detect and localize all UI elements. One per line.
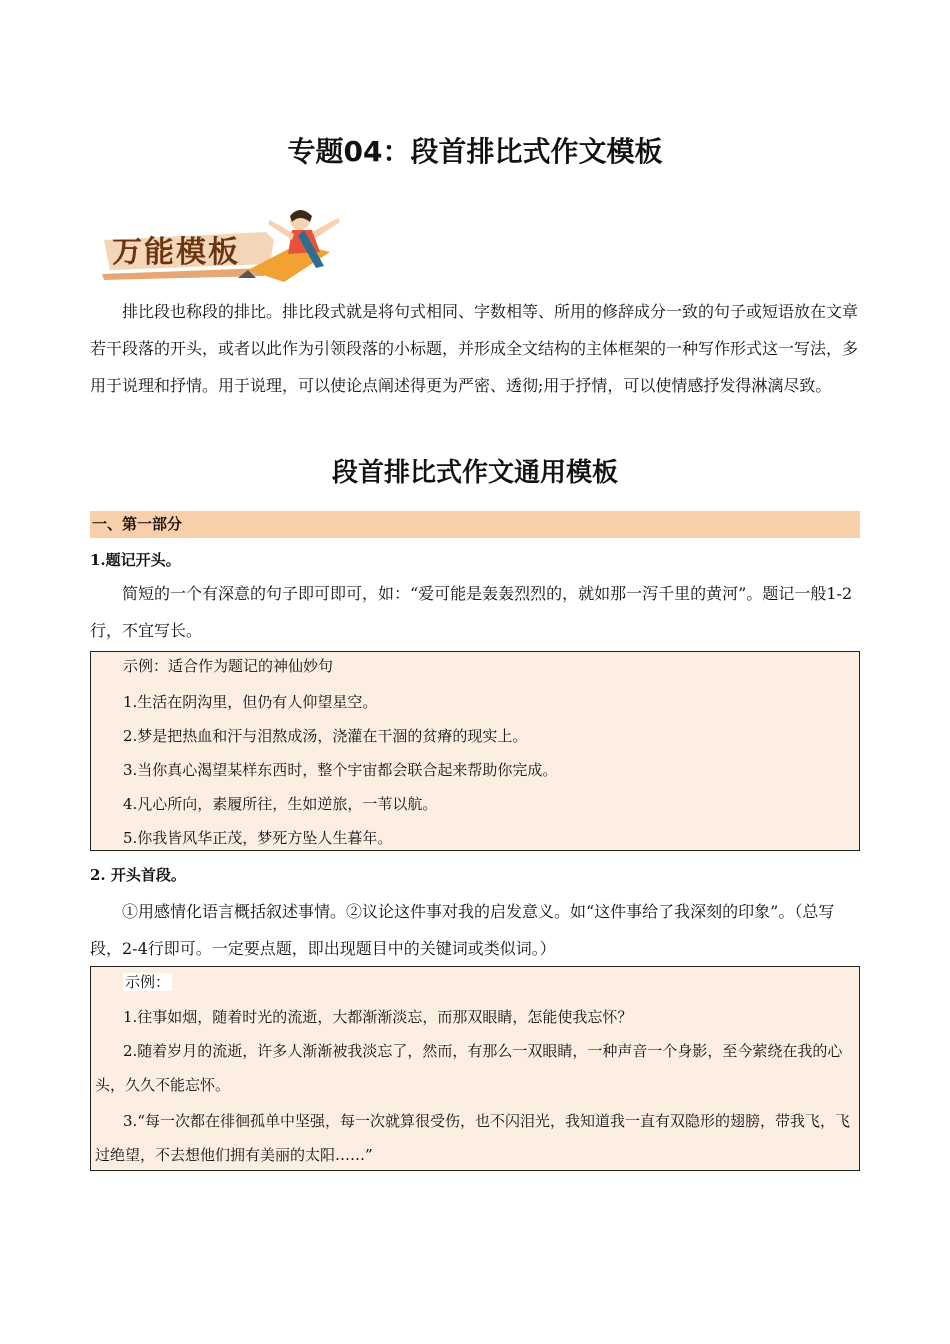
- item1-heading: 1.题记开头。: [90, 551, 181, 569]
- example-line-2: 2.梦是把热血和汗与泪熬成汤，浇灌在干涸的贫瘠的现实上。: [123, 727, 528, 745]
- subtitle: 段首排比式作文通用模板: [331, 458, 618, 488]
- example-line-1: 1.生活在阴沟里，但仍有人仰望星空。: [123, 693, 378, 711]
- example-line-3: 3.当你真心渴望某样东西时，整个宇宙都会联合起来帮助你完成。: [123, 761, 558, 779]
- item2-heading: 2. 开头首段。: [90, 866, 186, 884]
- example-box-1-label: 示例：适合作为题记的神仙妙句: [123, 657, 334, 675]
- example2-line-3: 3.“每一次都在徘徊孤单中坚强，每一次就算很受伤，也不闪泪光，我知道我一直有双隐形的翅膀，带我飞，飞过绝望，不去想他们拥有美丽的太阳……”: [95, 1112, 850, 1164]
- example-box-2: [90, 966, 860, 1171]
- intro-paragraph: 排比段也称段的排比。排比段式就是将句式相同、字数相等、所用的修辞成分一致的句子或短语放在文章若干段落的开头，或者以此作为引领段落的小标题，并形成全文结构的主体框架的一种写作形式这一写法，多用于说理和抒情。用于说理，可以使论点阐述得更为严密、透彻;用于抒情，可以使情感抒发得淋漓尽致。: [90, 302, 859, 395]
- item2-description: ①用感情化语言概括叙述事情。②议论这件事对我的启发意义。如“这件事给了我深刻的印象”。（总写段，2-4行即可。一定要点题，即出现题目中的关键词或类似词。）: [90, 902, 835, 958]
- logo-text: 万能模板: [112, 235, 240, 270]
- example-box-1: [90, 651, 860, 851]
- example-line-4: 4.凡心所向，素履所往，生如逆旅，一苇以航。: [123, 795, 438, 813]
- example-box-2-label: 示例：: [125, 973, 171, 991]
- example2-line-2: 2.随着岁月的流逝，许多人渐渐被我淡忘了，然而，有那么一双眼睛，一种声音一个身影，至今萦绕在我的心头，久久不能忘怀。: [95, 1042, 843, 1094]
- example2-line-1: 1.往事如烟，随着时光的流逝，大都渐渐淡忘，而那双眼睛，怎能使我忘怀？: [123, 1008, 633, 1026]
- section-header: 一、第一部分: [90, 511, 860, 538]
- item1-description: 简短的一个有深意的句子即可即可，如：“爱可能是轰轰烈烈的，就如那一泻千里的黄河”。题记一般1-2行，不宜写长。: [90, 584, 853, 640]
- page-title: 专题04：段首排比式作文模板: [287, 135, 663, 168]
- universal-template-logo: [98, 196, 348, 292]
- example-line-5: 5.你我皆风华正茂，梦死方坠人生暮年。: [123, 829, 393, 847]
